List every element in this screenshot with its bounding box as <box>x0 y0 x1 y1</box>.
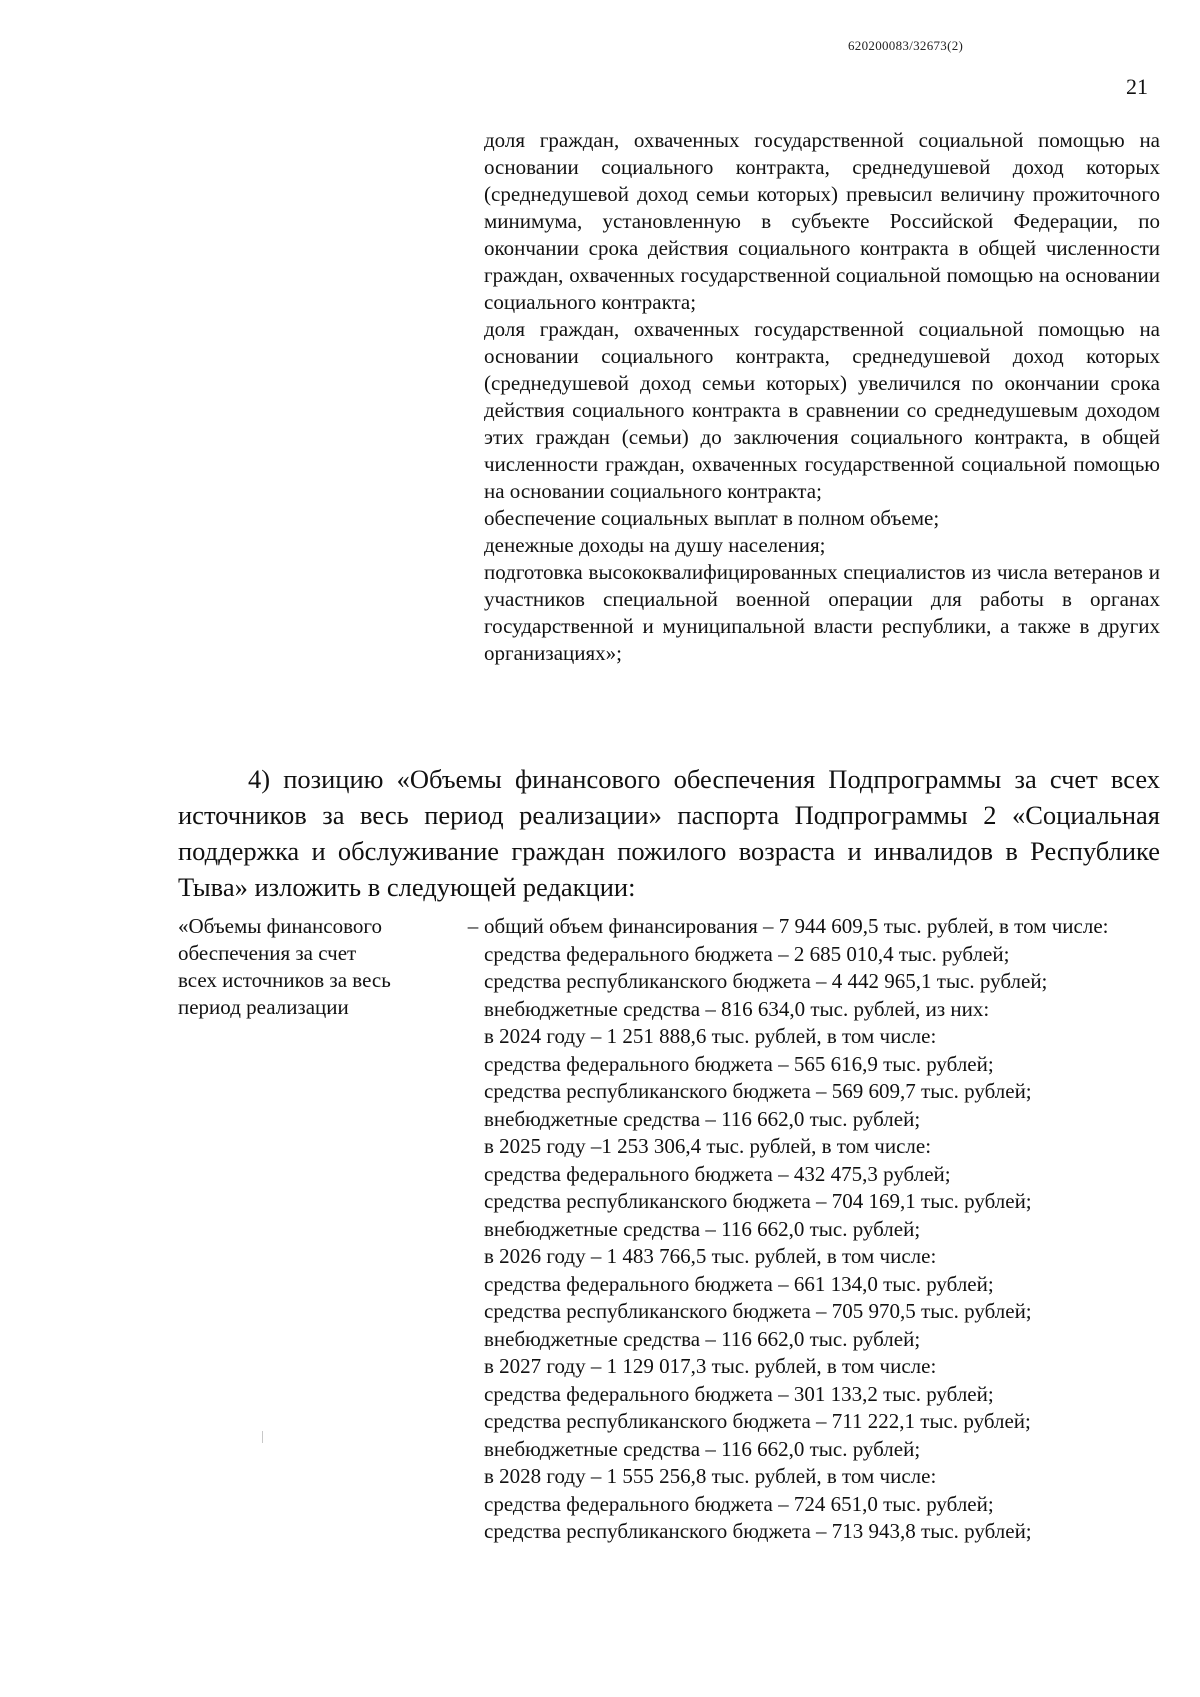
funding-line: средства республиканского бюджета – 713 943,8 тыс. рублей; <box>484 1519 1032 1543</box>
indicator-item: денежные доходы на душу населения; <box>484 533 826 557</box>
funding-line: средства федерального бюджета – 724 651,0 тыс. рублей; <box>484 1491 994 1516</box>
funding-line: средства федерального бюджета – 565 616,9 тыс. рублей; <box>484 1051 994 1076</box>
funding-line: общий объем финансирования – 7 944 609,5 тыс. рублей, в том числе: <box>484 914 1109 938</box>
indicator-item: доля граждан, охваченных государственной социальной помощью на основании социального контракта, среднедушевой доход которых (среднедушевой доход семьи которых) увеличился по окончании срока действия социального контракта в сравнении со среднедушевым доходом этих граждан (семьи) до заключения социального контракта, в общей численности граждан, охваченных государственной социальной помощью на основании социального контракта; <box>484 317 1160 503</box>
amendment-paragraph: 4) позицию «Объемы финансового обеспечения Подпрограммы за счет всех источников за весь период реализации» паспорта Подпрограммы 2 «Социальная поддержка и обслуживание граждан пожилого возраста и инвалидов в Республике Тыва» изложить в следующей редакции: <box>178 764 1160 902</box>
funding-line: внебюджетные средства – 116 662,0 тыс. рублей; <box>484 1106 921 1131</box>
funding-line: в 2024 году – 1 251 888,6 тыс. рублей, в том числе: <box>484 1024 937 1048</box>
funding-line: внебюджетные средства – 116 662,0 тыс. рублей; <box>484 1436 921 1461</box>
indicator-item: подготовка высококвалифицированных специалистов из числа ветеранов и участников специальной военной операции для работы в органах государственной и муниципальной власти республики, а также в других организациях»; <box>484 560 1160 665</box>
document-id: 620200083/32673(2) <box>848 38 964 53</box>
funding-line: средства республиканского бюджета – 569 609,7 тыс. рублей; <box>484 1079 1032 1103</box>
funding-line: средства федерального бюджета – 661 134,0 тыс. рублей; <box>484 1271 994 1296</box>
funding-line: в 2027 году – 1 129 017,3 тыс. рублей, в том числе: <box>484 1354 937 1378</box>
page-number: 21 <box>1126 74 1148 99</box>
indicator-item: доля граждан, охваченных государственной социальной помощью на основании социального контракта, среднедушевой доход которых (среднедушевой доход семьи которых) превысил величину прожиточного минимума, установленную в субъекте Российской Федерации, по окончании срока действия социального контракта в общей численности граждан, охваченных государственной социальной помощью на основании социального контракта; <box>484 128 1160 314</box>
funding-line: средства федерального бюджета – 301 133,2 тыс. рублей; <box>484 1381 994 1406</box>
funding-details <box>484 913 1160 1546</box>
funding-line: в 2025 году –1 253 306,4 тыс. рублей, в том числе: <box>484 1134 932 1158</box>
funding-line: средства федерального бюджета – 2 685 010,4 тыс. рублей; <box>484 941 1010 966</box>
scan-artifact <box>262 1431 263 1443</box>
indicators-list <box>484 127 1160 667</box>
funding-line: средства федерального бюджета – 432 475,3 рублей; <box>484 1161 951 1186</box>
funding-line: средства республиканского бюджета – 704 169,1 тыс. рублей; <box>484 1189 1032 1213</box>
funding-line: внебюджетные средства – 116 662,0 тыс. рублей; <box>484 1326 921 1351</box>
funding-label: «Объемы финансового обеспечения за счет всех источников за весь период реализации <box>178 914 391 1019</box>
funding-line: внебюджетные средства – 816 634,0 тыс. рублей, из них: <box>484 996 990 1021</box>
funding-line: средства республиканского бюджета – 705 970,5 тыс. рублей; <box>484 1299 1032 1323</box>
funding-line: внебюджетные средства – 116 662,0 тыс. рублей; <box>484 1216 921 1241</box>
indicator-item: обеспечение социальных выплат в полном объеме; <box>484 506 940 530</box>
funding-dash: – <box>467 914 479 938</box>
funding-line: в 2026 году – 1 483 766,5 тыс. рублей, в том числе: <box>484 1244 937 1268</box>
funding-line: средства республиканского бюджета – 4 442 965,1 тыс. рублей; <box>484 969 1048 993</box>
funding-line: в 2028 году – 1 555 256,8 тыс. рублей, в том числе: <box>484 1464 937 1488</box>
funding-line: средства республиканского бюджета – 711 222,1 тыс. рублей; <box>484 1409 1031 1433</box>
